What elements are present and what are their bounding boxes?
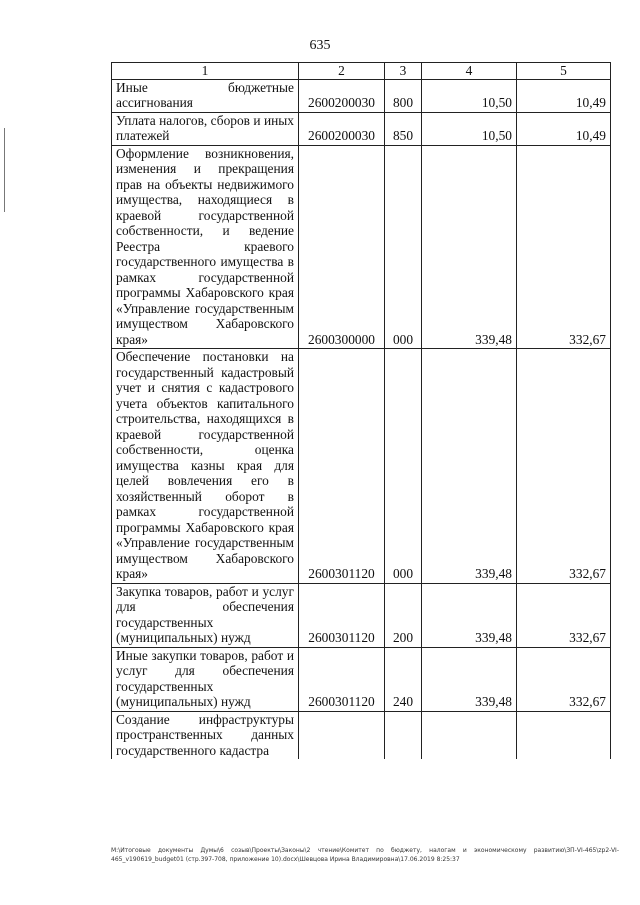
table-row — [112, 583, 611, 647]
row-kind: 000 — [385, 349, 422, 584]
row-value-5: 10,49 — [517, 112, 611, 145]
table-row — [112, 647, 611, 711]
row-kind: 200 — [385, 583, 422, 647]
row-code: 2600301120 — [299, 583, 385, 647]
column-header: 5 — [517, 63, 611, 80]
row-value-5: 332,67 — [517, 583, 611, 647]
row-code: 2600200030 — [299, 79, 385, 112]
row-name: Обеспечение постановки на государственный кадастровый учет и снятия с кадастрового учета объектов капитального строительства, находящихся в краевой государственной собственности, оценка имущества казны края для целей вовлечения его в хозяйственный оборот в рамках государственной программы Хабаровского края «Управление государственным имуществом Хабаровского края» — [112, 349, 299, 584]
row-code: 2600300000 — [299, 145, 385, 349]
table-row — [112, 349, 611, 584]
row-name: Закупка товаров, работ и услуг для обеспечения государственных (муниципальных) нужд — [112, 583, 299, 647]
row-value-4: 339,48 — [422, 349, 517, 584]
row-code: 2600301120 — [299, 349, 385, 584]
row-code — [299, 711, 385, 759]
row-name: Оформление возникновения, изменения и прекращения прав на объекты недвижимого имущества, находящиеся в краевой государственной собственности, и ведение Реестра краевого государственного имущества в рамках государственной программы Хабаровского края «Управление государственным имуществом Хабаровского края» — [112, 145, 299, 349]
document-path-footer: M:\Итоговые документы Думы\6 созыв\Проекты\Законы\2 чтение\Комитет по бюджету, налогам и экономическому развитию\ЗП-VI-465\zp2-VI-465_v190619_budget01 (стр.397-708, приложение 10).docx\Шевцова Ирина Владимировна\17.06.2019 8:25:37 — [111, 847, 619, 863]
row-code: 2600200030 — [299, 112, 385, 145]
row-value-5: 332,67 — [517, 349, 611, 584]
row-name: Создание инфраструктуры пространственных данных государственного кадастра — [112, 711, 299, 759]
row-value-5 — [517, 711, 611, 759]
column-header: 3 — [385, 63, 422, 80]
row-value-5: 332,67 — [517, 145, 611, 349]
row-kind: 800 — [385, 79, 422, 112]
budget-table — [111, 62, 611, 759]
row-kind: 000 — [385, 145, 422, 349]
row-value-4: 10,50 — [422, 79, 517, 112]
table-row — [112, 711, 611, 759]
row-value-4: 339,48 — [422, 647, 517, 711]
row-value-5: 10,49 — [517, 79, 611, 112]
row-value-4: 339,48 — [422, 583, 517, 647]
row-kind: 240 — [385, 647, 422, 711]
row-value-4: 339,48 — [422, 145, 517, 349]
row-kind — [385, 711, 422, 759]
column-header: 4 — [422, 63, 517, 80]
row-value-4: 10,50 — [422, 112, 517, 145]
page-number: 635 — [309, 38, 331, 53]
table-row — [112, 112, 611, 145]
row-kind: 850 — [385, 112, 422, 145]
column-header: 2 — [299, 63, 385, 80]
table-row — [112, 145, 611, 349]
column-header: 1 — [112, 63, 299, 80]
margin-line — [4, 128, 5, 212]
row-value-4 — [422, 711, 517, 759]
row-name: Уплата налогов, сборов и иных платежей — [112, 112, 299, 145]
row-name: Иные закупки товаров, работ и услуг для обеспечения государственных (муниципальных) нужд — [112, 647, 299, 711]
table-header-row — [112, 63, 611, 80]
row-name: Иные бюджетные ассигнования — [112, 79, 299, 112]
row-value-5: 332,67 — [517, 647, 611, 711]
row-code: 2600301120 — [299, 647, 385, 711]
table-row — [112, 79, 611, 112]
